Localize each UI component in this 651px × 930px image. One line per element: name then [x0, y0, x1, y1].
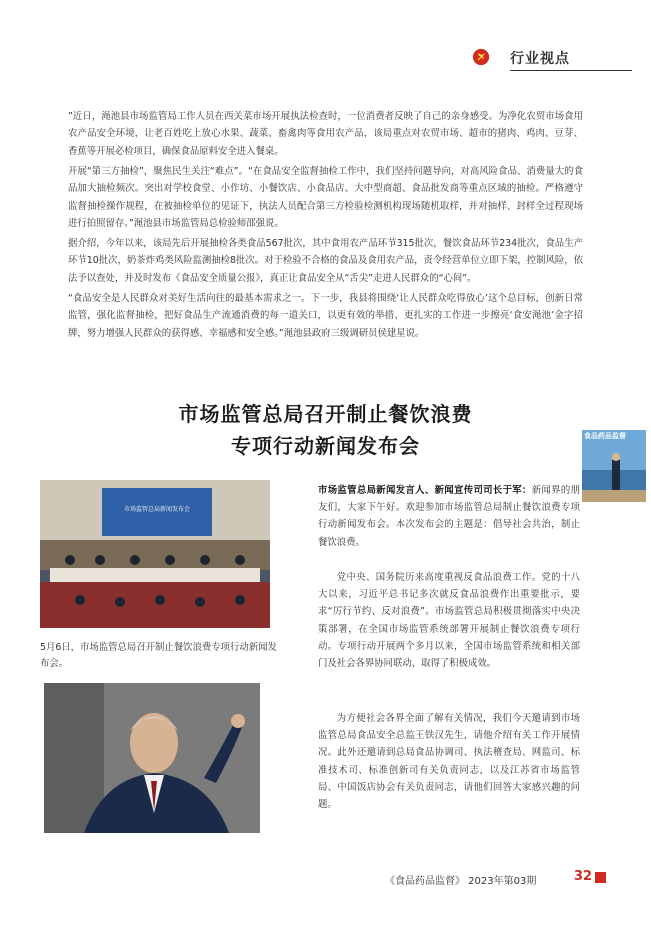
speaker-remarks: 新闻界的朋友们，大家下午好。欢迎参加市场监管总局制止餐饮浪费专项行动新闻发布会。本次发布会的主题是：倡导社会共治，制止餐饮浪费。: [318, 485, 580, 548]
paragraph-3: 据介绍，今年以来，该局先后开展抽检各类食品567批次，其中食用农产品环节315批次，餐饮食品环节234批次，食品生产环节10批次，奶茶炸鸡类风险监测抽检8批次。对于检验不合格的食品及食用农产品，责令经营单位立即下架，控制风险，依法予以查处，并及时发布《食品安全质量公报》，真正让食品安全从“舌尖”走进人民群众的“心间”。: [68, 238, 583, 284]
paragraph-2: 开展“第三方抽检”，聚焦民生关注“难点”。“在食品安全监督抽检工作中，我们坚持问题导向，对高风险食品、消费量大的食品加大抽检频次。突出对学校食堂、小作坊、小餐饮店、小食品店、大中型商超、食品批发商等重点区域的抽检。严格遵守监督抽检操作规程，在被抽检单位的见证下，执法人员配合第三方检验检测机构现场随机取样，并对抽样、封样全过程现场进行拍照留存。”渑池县市场监管局总检验师邵强说。: [68, 166, 583, 230]
page-number: 32: [574, 869, 593, 884]
press-conference-photo: [40, 480, 270, 628]
photo-banner-text: 市场监管总局新闻发布会: [123, 506, 190, 513]
section-header: [472, 46, 600, 72]
party-emblem-icon: [472, 48, 490, 66]
column-paragraph-2-text: 党中央、国务院历来高度重视反食品浪费工作。党的十八大以来，习近平总书记多次就反食品浪费作出重要批示，要求“厉行节约、反对浪费”。市场监管总局积极贯彻落实中央决策部署，在全国市场监管系统部署开展制止餐饮浪费专项行动。专项行动开展两个多月以来，全国市场监管系统和相关部门及社会各界协同联动，取得了积极成效。: [318, 572, 580, 670]
column-paragraph-2: [318, 569, 580, 672]
section-title: 行业视点: [510, 51, 570, 67]
column-paragraph-3-text: 为方便社会各界全面了解有关情况，我们今天邀请到市场监管总局食品安全总监王铁汉先生，请他介绍有关工作开展情况。此外还邀请到总局食品协调司、执法稽查局、网监司、标准技术司、标准创新司有关负责同志，以及江苏省市场监管局、中国饭店协会有关负责同志，请他们回答大家感兴趣的问题。: [318, 713, 580, 811]
header-divider: [510, 70, 632, 71]
paragraph-4: “食品安全是人民群众对美好生活向往的最基本需求之一。下一步，我县将围绕‘让人民群众吃得放心’这个总目标，创新日常监管，强化监督抽检，把好食品生产流通消费的每一道关口，以更有效的举措、更扎实的工作进一步擦亮‘食安渑池’金字招牌，努力增强人民群众的获得感、幸福感和安全感。”渑池县政府三级调研员侯建星说。: [68, 293, 583, 339]
side-thumbnail-label: 食品药品监督: [584, 432, 626, 440]
article-title-line-2: 专项行动新闻发布会: [231, 434, 420, 458]
column-paragraph-3: [318, 710, 580, 813]
article-title-line-1: 市场监管总局召开制止餐饮浪费: [178, 402, 473, 426]
side-thumbnail-image: [582, 430, 646, 502]
speaker-name: 市场监管总局新闻发言人、新闻宣传司司长于军：: [318, 485, 532, 496]
column-paragraph-1: [318, 482, 580, 551]
photo-caption: 5月6日，市场监管总局召开制止餐饮浪费专项行动新闻发布会。: [40, 642, 277, 669]
journal-footer: 《食品药品监督》 2023年第03期: [385, 876, 537, 887]
speaker-photo: [44, 683, 260, 833]
paragraph-1: ”近日，渑池县市场监管局工作人员在西关菜市场开展执法检查时，一位消费者反映了自己的亲身感受。为净化农贸市场食用农产品安全环境，让老百姓吃上放心水果、蔬菜、畜禽肉等食用农产品，该局重点对农贸市场、超市的猪肉、鸡肉、豆芽、香蕉等开展必检项目，确保食品原料安全进入餐桌。: [68, 111, 583, 157]
page-marker-square: [595, 872, 606, 883]
